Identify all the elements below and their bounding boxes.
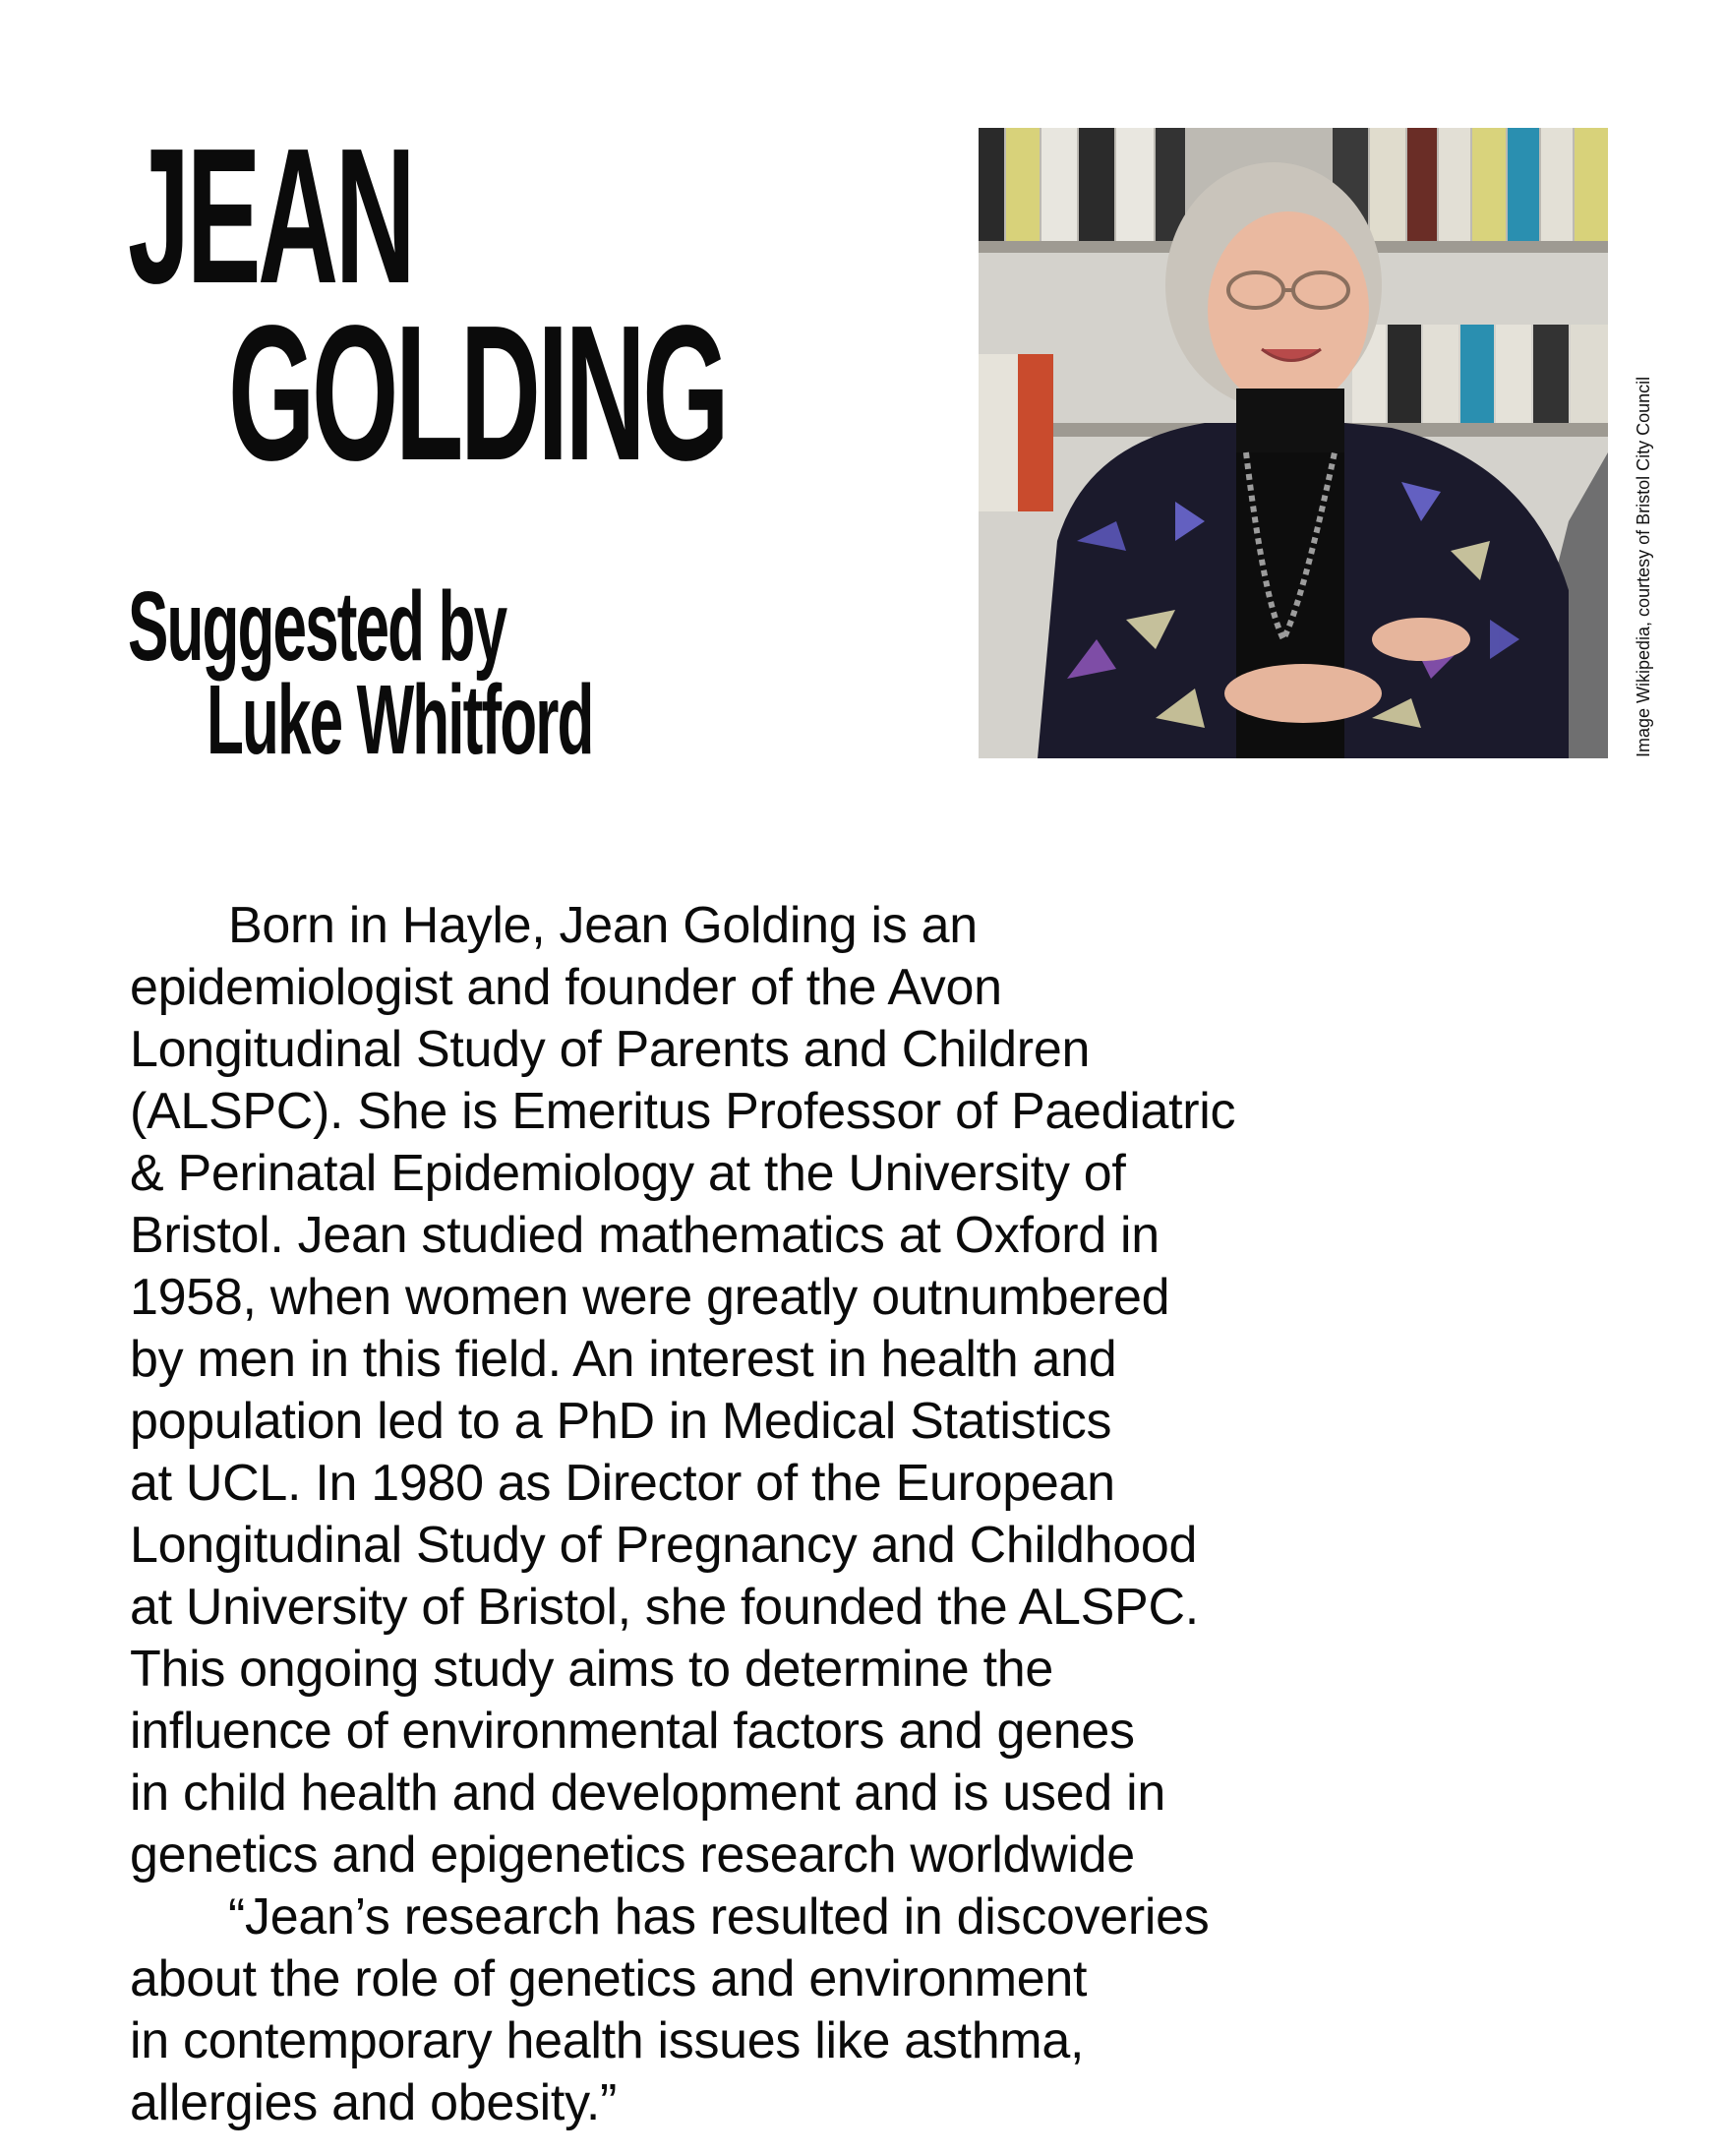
bio-line: influence of environmental factors and genes (130, 1703, 1135, 1760)
bio-line: in child health and development and is used in (130, 1765, 1165, 1822)
bio-line: genetics and epigenetics research worldwide (130, 1827, 1135, 1884)
portrait-photo (979, 128, 1608, 758)
bio-line: 1958, when women were greatly outnumbered (130, 1269, 1170, 1326)
bio-line: Born in Hayle, Jean Golding is an (228, 897, 978, 954)
portrait-illustration (979, 128, 1608, 758)
bio-line: & Perinatal Epidemiology at the University of (130, 1145, 1126, 1202)
bio-line: population led to a PhD in Medical Statistics (130, 1393, 1112, 1450)
bio-line: epidemiologist and founder of the Avon (130, 959, 1002, 1016)
bio-line: at UCL. In 1980 as Director of the European (130, 1455, 1115, 1512)
quote-line: in contemporary health issues like asthma, (130, 2012, 1085, 2069)
bio-line: Bristol. Jean studied mathematics at Oxford in (130, 1207, 1160, 1264)
photo-credit: Image Wikipedia, courtesy of Bristol City Council (1634, 376, 1653, 757)
quote-line: “Jean’s research has resulted in discoveries (228, 1888, 1210, 1946)
bio-line: by men in this field. An interest in health and (130, 1331, 1117, 1388)
quote-line: about the role of genetics and environment (130, 1950, 1088, 2007)
suggested-by-label: Suggested by (128, 571, 506, 682)
bio-line: at University of Bristol, she founded the ALSPC. (130, 1579, 1199, 1636)
page-title-first-name: JEAN (128, 108, 413, 324)
bio-line: This ongoing study aims to determine the (130, 1641, 1053, 1698)
quote-line: allergies and obesity.” (130, 2074, 618, 2131)
bio-line: Longitudinal Study of Parents and Children (130, 1021, 1091, 1078)
bio-line: Longitudinal Study of Pregnancy and Childhood (130, 1517, 1198, 1574)
biography-text (130, 895, 1438, 2134)
bio-line: (ALSPC). She is Emeritus Professor of Paediatric (130, 1083, 1236, 1140)
page-title-last-name: GOLDING (228, 285, 727, 501)
suggested-by-name: Luke Whitford (207, 665, 593, 775)
